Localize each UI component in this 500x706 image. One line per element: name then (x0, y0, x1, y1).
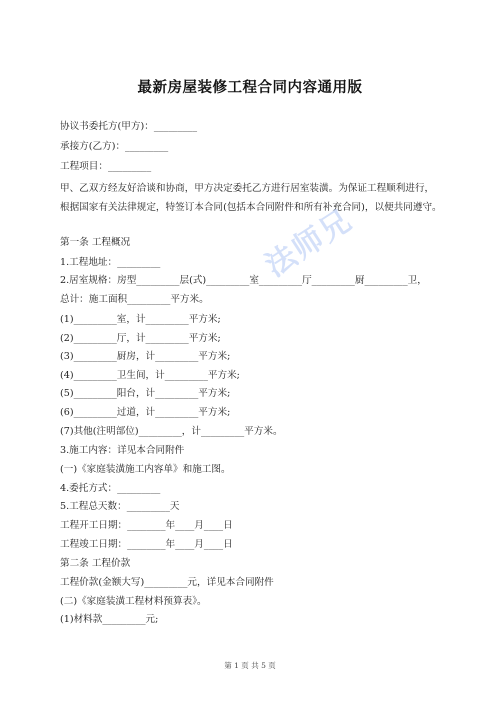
project-address-line: 1.工程地址：_________ (60, 257, 161, 268)
start-date-line: 工程开工日期：________年____月____日 (60, 520, 233, 531)
room-item-2: (2)_________厅，计_________平方米; (60, 333, 221, 344)
room-item-5: (5)_________阳台，计_________平方米; (60, 388, 231, 399)
completion-date-line: 工程竣工日期：________年____月____日 (60, 539, 233, 550)
room-item-6: (6)_________过道，计_________平方米; (60, 407, 231, 418)
room-item-7: (7)其他(注明部位)_________，计_________平方米。 (60, 426, 283, 437)
total-days-line: 5.工程总天数：_________天 (60, 501, 180, 512)
work-content-line: 3.施工内容：详见本合同附件 (60, 445, 185, 456)
article-2-heading: 第二条 工程价款 (60, 558, 131, 569)
attachment-1-line: (一)《家庭装潢施工内容单》和施工图。 (60, 464, 231, 475)
article-1-heading: 第一条 工程概况 (60, 237, 131, 248)
client-party-line: 协议书委托方(甲方)：_________ (60, 121, 198, 132)
room-item-3: (3)_________厨房，计_________平方米; (60, 351, 231, 362)
document-title: 最新房屋装修工程合同内容通用版 (137, 80, 363, 96)
total-area-line: 总计：施工面积_________平方米。 (60, 294, 209, 305)
contractor-party-line: 承接方(乙方)：_________ (60, 141, 169, 152)
room-spec-line: 2.居室规格：房型_________层(式)_________室_________厅_________厨_________卫， (60, 275, 427, 286)
watermark-logo: 法师兄 (259, 202, 359, 285)
attachment-2-line: (二)《家庭装潢工程材料预算表》。 (60, 596, 207, 607)
material-cost-line: (1)材料款_________元; (60, 614, 159, 625)
contract-price-line: 工程价款(金额大写)_________元，详见本合同附件 (60, 577, 274, 588)
preamble-paragraph: 甲、乙双方经友好洽谈和协商，甲方决定委托乙方进行居室装潢。为保证工程顺利进行，根据国家有关法律规定，特签订本合同(包括本合同附件和所有补充合同)，以便共同遵守。 (60, 183, 442, 213)
project-line: 工程项目：_________ (60, 161, 152, 172)
room-item-4: (4)_________卫生间，计_________平方米; (60, 370, 240, 381)
room-item-1: (1)_________室，计_________平方米; (60, 314, 221, 325)
page-footer: 第 1 页 共 5 页 (224, 661, 276, 670)
commission-method-line: 4.委托方式：_________ (60, 483, 161, 494)
